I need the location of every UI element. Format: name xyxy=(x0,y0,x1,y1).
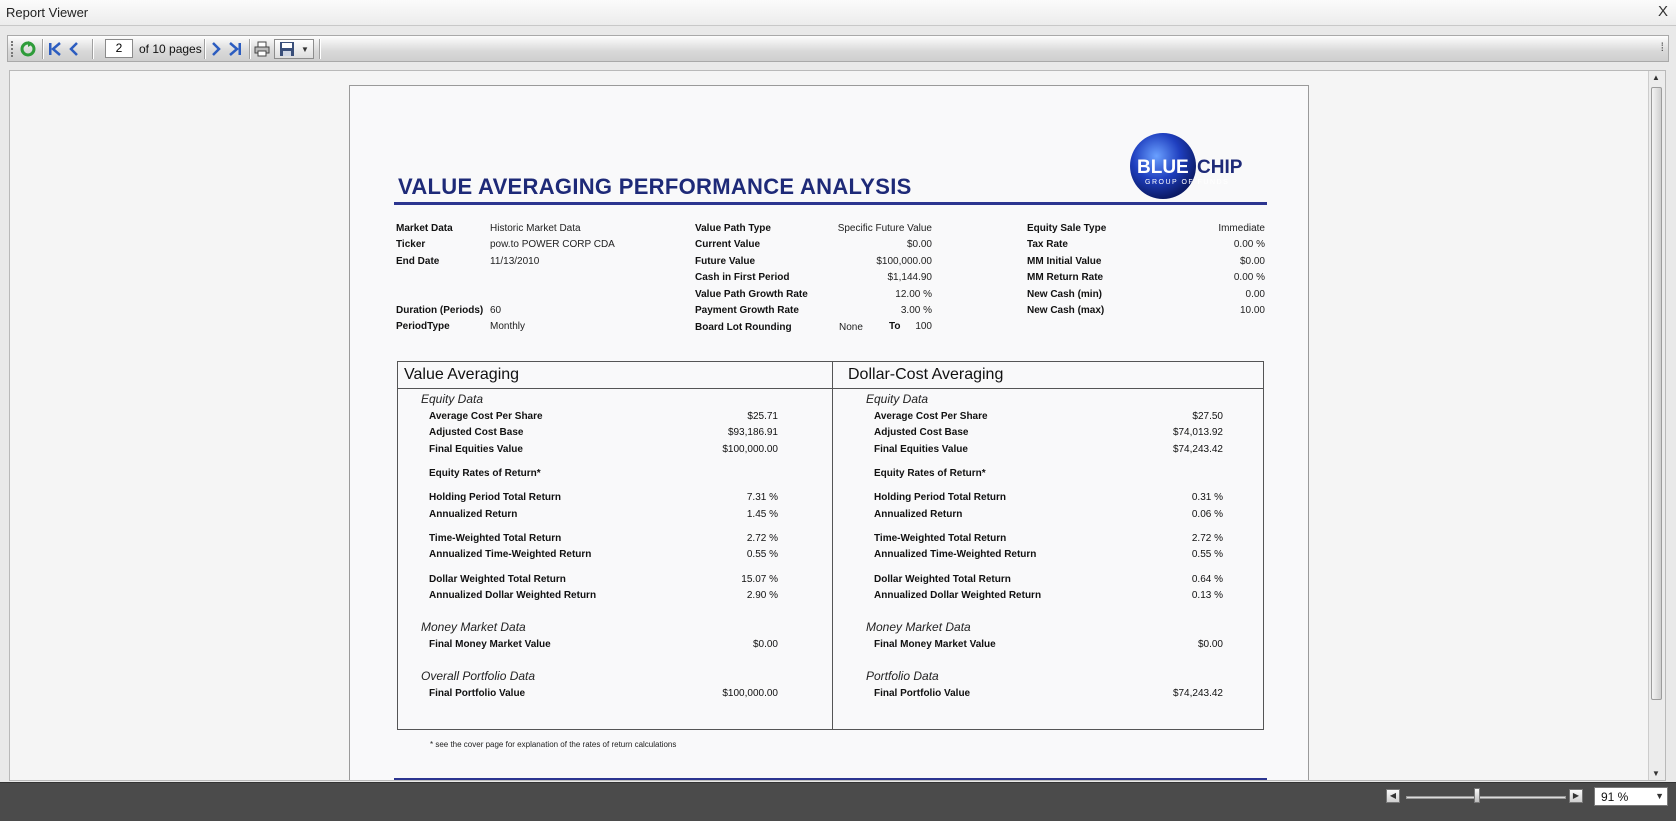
param-label: New Cash (max) xyxy=(1027,305,1105,316)
row-label: Annualized Dollar Weighted Return xyxy=(429,590,597,601)
param-label: Value Path Growth Rate xyxy=(695,289,808,300)
row-value: $74,243.42 xyxy=(1172,444,1223,455)
report-toolbar xyxy=(7,35,1669,62)
param-value: 0.00 xyxy=(1245,289,1265,300)
param-label: Board Lot Rounding xyxy=(695,322,792,333)
param-value: None xyxy=(839,322,863,333)
row-value: 2.72 % xyxy=(746,533,778,544)
row-label: Dollar Weighted Total Return xyxy=(429,574,566,585)
row-label: Equity Rates of Return* xyxy=(874,468,986,479)
dropdown-arrow-icon: ▼ xyxy=(301,44,309,54)
row-label: Annualized Time-Weighted Return xyxy=(874,549,1037,560)
row-label: Time-Weighted Total Return xyxy=(874,533,1007,544)
row-label: Annualized Dollar Weighted Return xyxy=(874,590,1042,601)
toolbar-separator xyxy=(319,39,321,59)
zoom-bar xyxy=(0,782,1676,821)
header-divider xyxy=(398,388,1263,389)
vertical-scrollbar[interactable] xyxy=(1648,71,1665,780)
row-label: Time-Weighted Total Return xyxy=(429,533,562,544)
param-value: pow.to POWER CORP CDA xyxy=(490,239,615,250)
row-value: $100,000.00 xyxy=(722,444,778,455)
param-label: Ticker xyxy=(396,239,426,250)
param-value: 12.00 % xyxy=(895,289,932,300)
section-label: Equity Data xyxy=(421,392,484,406)
comparison-table xyxy=(397,361,1264,730)
blue-chip-logo xyxy=(1129,130,1279,202)
scrollbar-thumb[interactable] xyxy=(1651,87,1662,700)
window-titlebar xyxy=(0,0,1676,26)
zoom-out-icon[interactable]: ◀ xyxy=(1386,789,1400,803)
param-label: MM Initial Value xyxy=(1027,256,1102,267)
param-label: Equity Sale Type xyxy=(1027,223,1107,234)
toolbar-overflow-icon[interactable]: ⁞ xyxy=(1660,40,1664,54)
page-bottom-divider xyxy=(394,778,1267,780)
row-label: Adjusted Cost Base xyxy=(874,427,969,438)
zoom-slider-thumb[interactable] xyxy=(1474,788,1480,803)
print-icon[interactable] xyxy=(253,39,271,59)
value-averaging-heading: Value Averaging xyxy=(404,366,520,383)
param-label: Market Data xyxy=(396,223,453,234)
row-label: Dollar Weighted Total Return xyxy=(874,574,1011,585)
row-label: Final Portfolio Value xyxy=(874,688,971,699)
row-value: $74,013.92 xyxy=(1172,427,1223,438)
section-label: Money Market Data xyxy=(421,620,526,634)
row-value: 2.90 % xyxy=(746,590,778,601)
report-page xyxy=(349,85,1309,781)
row-value: 7.31 % xyxy=(746,492,778,503)
logo-text-group: GROUP OF FUNDS xyxy=(1145,179,1230,186)
row-value: 0.64 % xyxy=(1191,574,1223,585)
row-label: Average Cost Per Share xyxy=(874,411,988,422)
row-label: Average Cost Per Share xyxy=(429,411,543,422)
row-label: Equity Rates of Return* xyxy=(429,468,541,479)
row-label: Annualized Time-Weighted Return xyxy=(429,549,592,560)
page-count-label: of 10 pages xyxy=(139,42,202,56)
scroll-up-icon[interactable]: ▲ xyxy=(1652,73,1660,82)
row-value: $25.71 xyxy=(747,411,778,422)
row-label: Adjusted Cost Base xyxy=(429,427,524,438)
logo-text-blue: BLUE xyxy=(1137,157,1189,178)
row-value: 15.07 % xyxy=(741,574,778,585)
row-value: 0.31 % xyxy=(1191,492,1223,503)
param-label: Current Value xyxy=(695,239,761,250)
toolbar-separator xyxy=(204,39,206,59)
param-label: New Cash (min) xyxy=(1027,289,1103,300)
zoom-select[interactable] xyxy=(1594,787,1668,806)
page-number-input[interactable]: 2 xyxy=(105,39,133,58)
param-value: $100,000.00 xyxy=(876,256,932,267)
row-label: Annualized Return xyxy=(874,509,963,520)
toolbar-separator xyxy=(92,39,94,59)
save-icon xyxy=(279,41,295,57)
report-viewport xyxy=(9,70,1666,781)
param-value: Immediate xyxy=(1218,223,1265,234)
refresh-icon[interactable] xyxy=(17,39,39,59)
param-value: 0.00 % xyxy=(1233,239,1265,250)
row-value: 0.55 % xyxy=(1191,549,1223,560)
toolbar-separator xyxy=(42,39,44,59)
row-value: $100,000.00 xyxy=(722,688,778,699)
param-value: 3.00 % xyxy=(900,305,932,316)
row-label: Final Equities Value xyxy=(874,444,968,455)
param-label: End Date xyxy=(396,256,440,267)
toolbar-separator xyxy=(249,39,251,59)
param-label: Payment Growth Rate xyxy=(695,305,799,316)
param-value: 0.00 % xyxy=(1233,272,1265,283)
zoom-in-icon[interactable]: ▶ xyxy=(1569,789,1583,803)
param-label: PeriodType xyxy=(396,321,450,332)
previous-page-icon[interactable] xyxy=(66,39,82,59)
section-label: Overall Portfolio Data xyxy=(421,669,536,683)
row-label: Holding Period Total Return xyxy=(429,492,562,503)
row-value: 0.06 % xyxy=(1191,509,1223,520)
toolbar-grip-icon[interactable] xyxy=(11,41,16,57)
param-value: 60 xyxy=(490,305,502,316)
param-label: MM Return Rate xyxy=(1027,272,1104,283)
section-label: Money Market Data xyxy=(866,620,971,634)
param-value: Specific Future Value xyxy=(837,223,932,234)
column-divider xyxy=(832,362,833,729)
param-label: Tax Rate xyxy=(1027,239,1068,250)
report-title: VALUE AVERAGING PERFORMANCE ANALYSIS xyxy=(398,174,912,199)
row-value: $27.50 xyxy=(1192,411,1223,422)
section-label: Equity Data xyxy=(866,392,929,406)
zoom-slider-track[interactable] xyxy=(1406,796,1566,799)
param-label: Value Path Type xyxy=(695,223,771,234)
scroll-down-icon[interactable]: ▼ xyxy=(1652,769,1660,778)
param-label: Duration (Periods) xyxy=(396,305,484,316)
row-label: Annualized Return xyxy=(429,509,518,520)
param-value: Historic Market Data xyxy=(490,223,581,234)
param-value: 11/13/2010 xyxy=(490,256,540,267)
zoom-value: 91 % xyxy=(1601,790,1629,804)
footnote: * see the cover page for explanation of the rates of return calculations xyxy=(430,740,677,749)
param-label-to: To xyxy=(889,321,901,332)
row-value: $93,186.91 xyxy=(727,427,778,438)
row-value: 0.13 % xyxy=(1191,590,1223,601)
last-page-icon[interactable] xyxy=(226,39,244,59)
row-label: Holding Period Total Return xyxy=(874,492,1007,503)
row-value: 2.72 % xyxy=(1191,533,1223,544)
section-label: Portfolio Data xyxy=(866,669,939,683)
param-value: $0.00 xyxy=(906,239,932,250)
window-title: Report Viewer xyxy=(6,5,89,20)
param-value: $0.00 xyxy=(1239,256,1265,267)
first-page-icon[interactable] xyxy=(46,39,64,59)
param-value: 10.00 xyxy=(1239,305,1265,316)
dollar-cost-averaging-heading: Dollar-Cost Averaging xyxy=(848,366,1004,383)
param-value-to: 100 xyxy=(915,321,932,332)
close-icon[interactable]: X xyxy=(1657,3,1668,20)
param-label: Future Value xyxy=(695,256,756,267)
row-label: Final Money Market Value xyxy=(429,639,551,650)
param-value: Monthly xyxy=(490,321,526,332)
row-label: Final Money Market Value xyxy=(874,639,996,650)
logo-text-chip: CHIP xyxy=(1197,157,1243,178)
title-divider xyxy=(394,202,1267,205)
row-value: 0.55 % xyxy=(746,549,778,560)
save-dropdown-button[interactable] xyxy=(274,39,314,59)
row-value: $0.00 xyxy=(752,639,778,650)
row-value: $74,243.42 xyxy=(1172,688,1223,699)
next-page-icon[interactable] xyxy=(208,39,224,59)
row-value: 1.45 % xyxy=(746,509,778,520)
chevron-down-icon: ▼ xyxy=(1655,791,1664,801)
row-value: $0.00 xyxy=(1197,639,1223,650)
param-label: Cash in First Period xyxy=(695,272,790,283)
row-label: Final Portfolio Value xyxy=(429,688,526,699)
param-value: $1,144.90 xyxy=(887,272,932,283)
row-label: Final Equities Value xyxy=(429,444,523,455)
